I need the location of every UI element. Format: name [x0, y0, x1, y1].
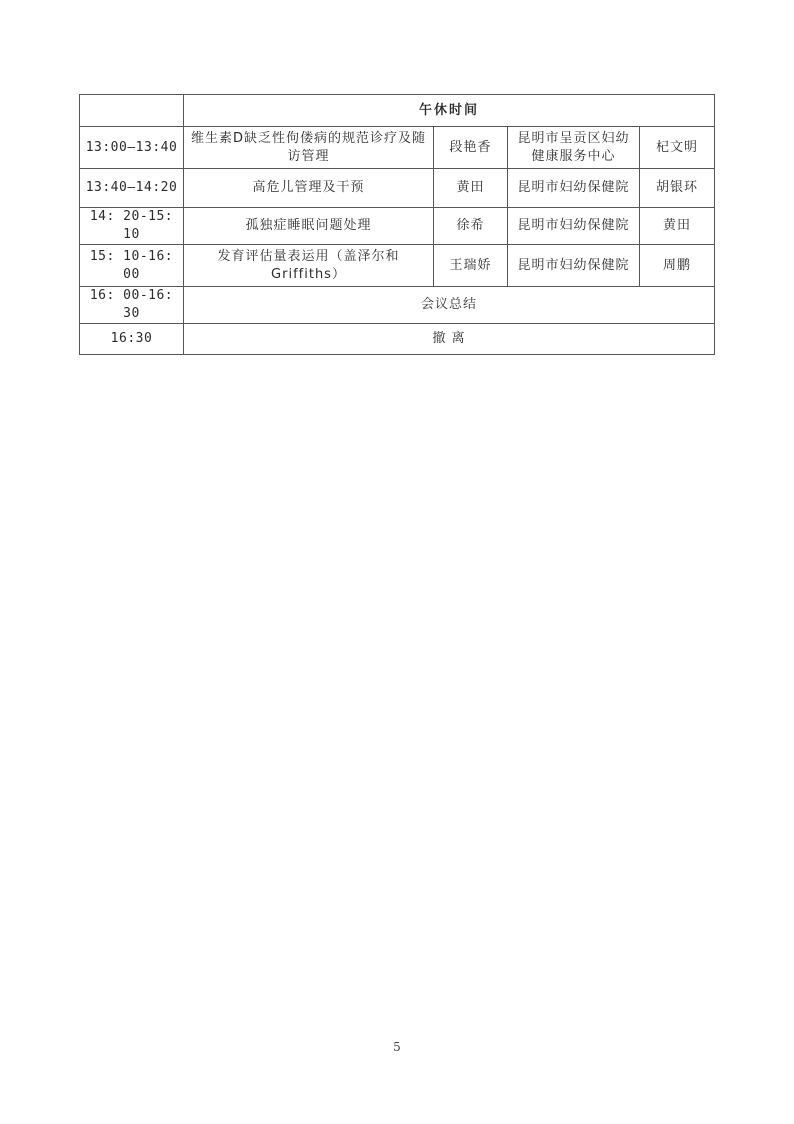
session-host: 周鹏: [640, 245, 715, 287]
session-organization: 昆明市妇幼保健院: [508, 208, 640, 245]
session-organization: 昆明市妇幼保健院: [508, 169, 640, 208]
session-topic: 高危儿管理及干预: [184, 169, 434, 208]
table-row: [80, 208, 715, 245]
session-speaker: 徐希: [434, 208, 508, 245]
session-topic: 维生素D缺乏性佝偻病的规范诊疗及随访管理: [184, 127, 434, 169]
schedule-table: [79, 94, 715, 355]
session-organization: 昆明市妇幼保健院: [508, 245, 640, 287]
table-row: [80, 127, 715, 169]
table-row-lunch: [80, 95, 715, 127]
session-host: 胡银环: [640, 169, 715, 208]
session-host: 杞文明: [640, 127, 715, 169]
summary-time: 16: 00-16: 30: [80, 287, 184, 324]
departure-label: 撤 离: [184, 324, 715, 355]
session-time: 13:40—14:20: [80, 169, 184, 208]
table-row-summary: [80, 287, 715, 324]
session-time: 15: 10-16: 00: [80, 245, 184, 287]
table-row: [80, 245, 715, 287]
session-speaker: 段艳香: [434, 127, 508, 169]
session-organization: 昆明市呈贡区妇幼健康服务中心: [508, 127, 640, 169]
session-host: 黄田: [640, 208, 715, 245]
session-speaker: 黄田: [434, 169, 508, 208]
page-number: 5: [393, 1040, 401, 1054]
lunch-break-label: 午休时间: [184, 95, 715, 127]
table-row: [80, 169, 715, 208]
session-topic: 孤独症睡眠问题处理: [184, 208, 434, 245]
session-time: 13:00—13:40: [80, 127, 184, 169]
session-topic: 发育评估量表运用（盖泽尔和Griffiths）: [184, 245, 434, 287]
lunch-time-cell: [80, 95, 184, 127]
session-speaker: 王瑞娇: [434, 245, 508, 287]
table-row-departure: [80, 324, 715, 355]
session-time: 14: 20-15: 10: [80, 208, 184, 245]
departure-time: 16:30: [80, 324, 184, 355]
summary-label: 会议总结: [184, 287, 715, 324]
